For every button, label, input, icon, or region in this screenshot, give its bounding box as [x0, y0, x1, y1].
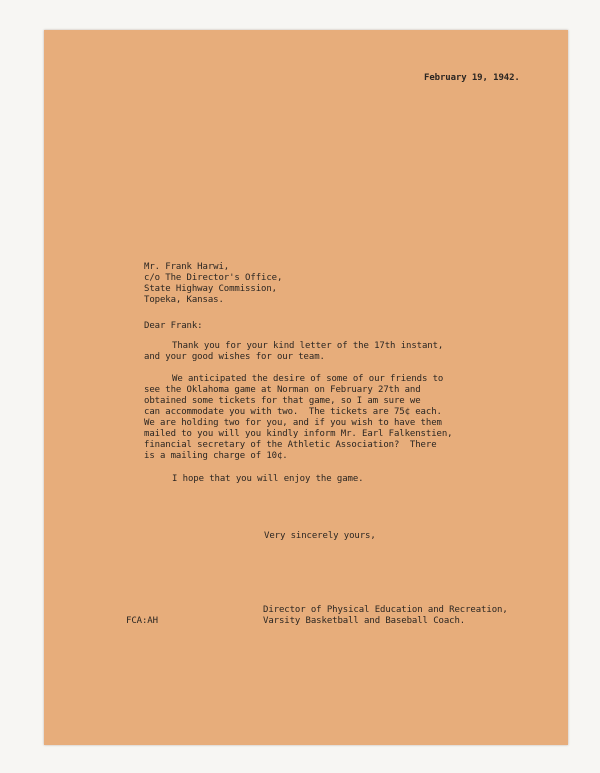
paragraph-line: Thank you for your kind letter of the 17th instant, — [172, 341, 444, 351]
paragraph-line: and your good wishes for our team. — [144, 352, 325, 362]
paragraph-line: We are holding two for you, and if you wish to have them — [144, 418, 442, 428]
letter-date: February 19, 1942. — [424, 73, 520, 83]
letter-page — [44, 30, 568, 745]
paragraph-line: We anticipated the desire of some of our friends to — [172, 374, 444, 384]
paragraph-line: see the Oklahoma game at Norman on February 27th and — [144, 385, 421, 395]
recipient-address-line: State Highway Commission, — [144, 284, 277, 294]
signature-title-line: Director of Physical Education and Recreation, — [263, 605, 508, 615]
closing: Very sincerely yours, — [264, 531, 376, 541]
paragraph-line: can accommodate you with two. The tickets are 75¢ each. — [144, 407, 442, 417]
signature-title-line: Varsity Basketball and Baseball Coach. — [263, 616, 466, 626]
paragraph-line: is a mailing charge of 10¢. — [144, 451, 288, 461]
paragraph-line: mailed to you will you kindly inform Mr. Earl Falkenstien, — [144, 429, 453, 439]
typist-initials: FCA:AH — [126, 616, 158, 626]
recipient-address-line: Topeka, Kansas. — [144, 295, 224, 305]
recipient-address-line: c/o The Director's Office, — [144, 273, 283, 283]
salutation: Dear Frank: — [144, 321, 203, 331]
recipient-name: Mr. Frank Harwi, — [144, 262, 230, 272]
paragraph-line: I hope that you will enjoy the game. — [172, 474, 364, 484]
paragraph-line: financial secretary of the Athletic Association? There — [144, 440, 437, 450]
paragraph-line: obtained some tickets for that game, so I am sure we — [144, 396, 421, 406]
